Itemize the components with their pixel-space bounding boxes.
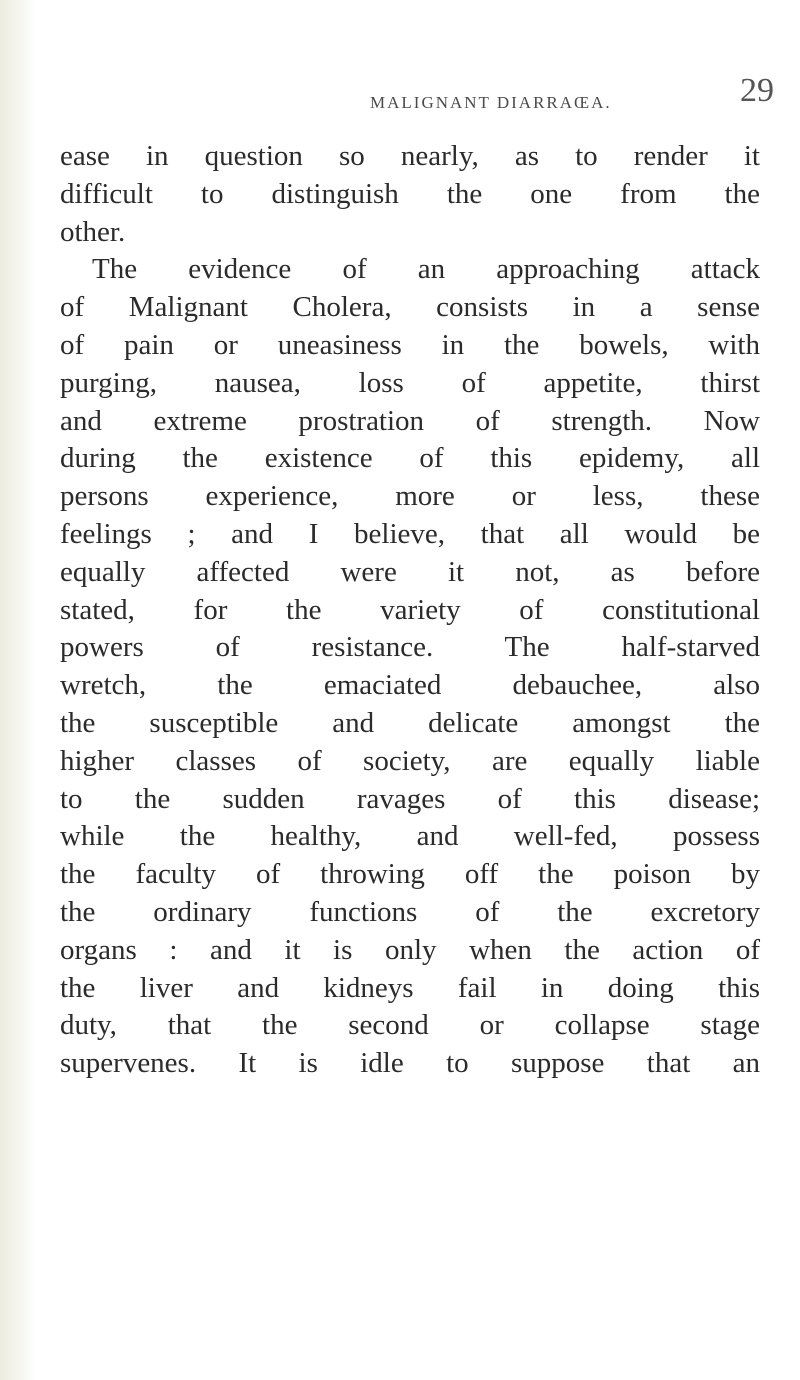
text-line: wretch, the emaciated debauchee, also (60, 669, 760, 702)
text-line: ease in question so nearly, as to render it (60, 140, 760, 172)
text-line: equally affected were it not, as before (60, 555, 760, 588)
text-line: to the sudden ravages of this disease; (60, 782, 760, 815)
text-line: stated, for the variety of constitutional (60, 593, 760, 626)
body-text (60, 138, 760, 1083)
text-line: supervenes. It is idle to suppose that an (60, 1047, 760, 1080)
text-line: higher classes of society, are equally liable (60, 744, 760, 777)
text-line: of Malignant Cholera, consists in a sense (60, 291, 760, 324)
running-title: MALIGNANT DIARRAŒA. (370, 93, 612, 112)
text-line: the liver and kidneys fail in doing this (60, 971, 760, 1004)
text-line: organs : and it is only when the action of (60, 933, 760, 966)
text-line: while the healthy, and well-fed, possess (60, 820, 760, 853)
text-line: the susceptible and delicate amongst the (60, 706, 760, 739)
page-number: 29 (740, 72, 774, 109)
text-line: powers of resistance. The half-starved (60, 631, 760, 664)
text-line: duty, that the second or collapse stage (60, 1009, 760, 1042)
text-line: difficult to distinguish the one from the (60, 177, 760, 210)
text-line: of pain or uneasiness in the bowels, with (60, 328, 760, 361)
text-line: persons experience, more or less, these (60, 480, 760, 513)
text-line: and extreme prostration of strength. Now (60, 404, 760, 437)
text-line: The evidence of an approaching attack (92, 253, 760, 286)
page-edge-shadow (0, 0, 36, 1380)
text-line: during the existence of this epidemy, all (60, 442, 760, 475)
text-line: the faculty of throwing off the poison by (60, 858, 760, 891)
text-line: purging, nausea, loss of appetite, thirst (60, 366, 760, 399)
text-line: other. (60, 215, 126, 248)
text-line: the ordinary functions of the excretory (60, 895, 760, 928)
text-line: feelings ; and I believe, that all would be (60, 517, 760, 550)
